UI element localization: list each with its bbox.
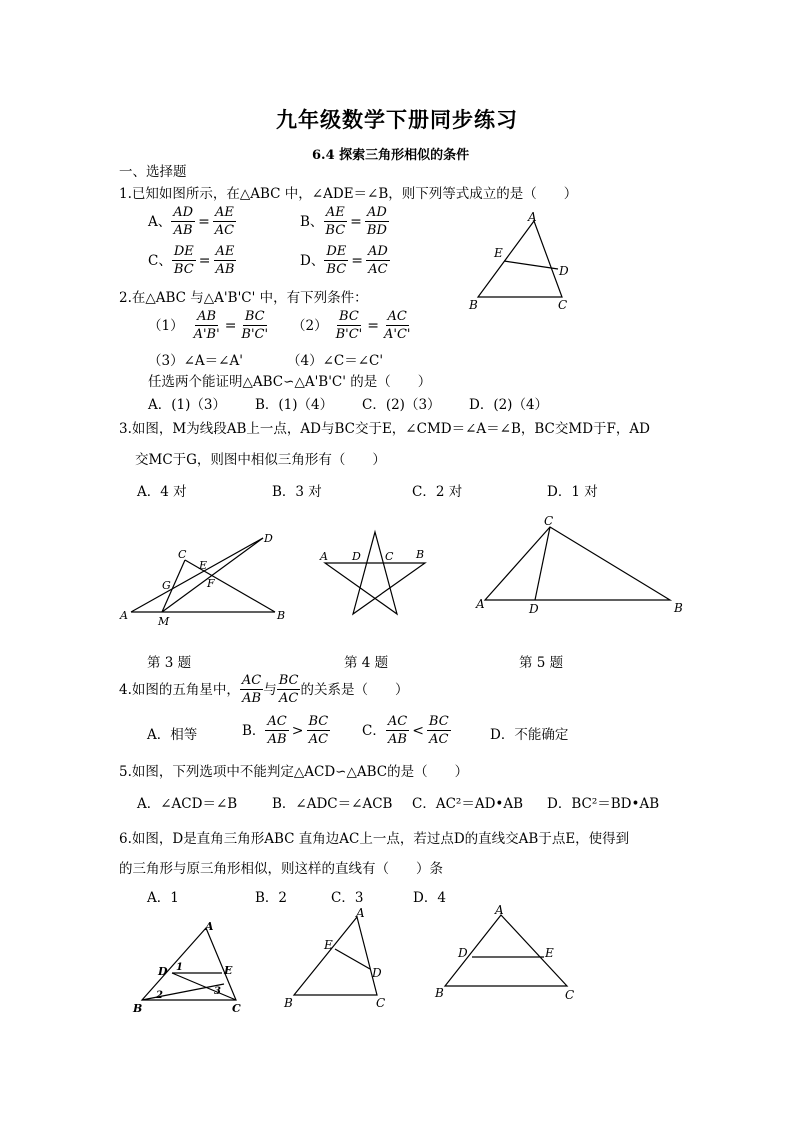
- label-c: C: [558, 298, 568, 312]
- q5-option-d: D．BC²＝BD•AB: [547, 796, 660, 812]
- label-f: F: [207, 577, 215, 590]
- equals-sign: =: [350, 213, 362, 230]
- denominator: AC: [368, 262, 388, 277]
- label-a: A: [120, 609, 128, 622]
- caption-q3: 第 3 题: [147, 655, 192, 671]
- equals-sign: =: [351, 252, 363, 269]
- q6-stem-line2: 的三角形与原三角形相似，则这样的直线有（ ）条: [119, 861, 443, 877]
- numerator: AD: [366, 205, 387, 220]
- pentagram: [325, 532, 425, 614]
- q4-option-b: [242, 714, 330, 747]
- q3-option-a: A．4 对: [137, 484, 187, 500]
- caption-q4: 第 4 题: [344, 655, 389, 671]
- q4-stem: [119, 673, 408, 706]
- q1-option-c: [148, 244, 236, 277]
- denominator: AC: [429, 732, 449, 747]
- segment-ad: [131, 538, 263, 612]
- q4-option-d: D．不能确定: [490, 727, 569, 743]
- numerator: AE: [215, 244, 235, 259]
- q2-stem: 2.在△ABC 与△A'B'C' 中，有下列条件：: [119, 290, 368, 306]
- label-e: E: [224, 964, 233, 977]
- fraction: [265, 714, 288, 747]
- condition-number: （1）: [148, 317, 184, 334]
- label-a: A: [528, 210, 537, 224]
- segment-cd: [535, 527, 550, 600]
- denominator: BD: [366, 223, 387, 238]
- fraction: [366, 244, 390, 277]
- q6-stem-line1: 6.如图，D是直角三角形ABC 直角边AC上一点，若过点D的直线交AB于点E，使得到: [119, 831, 630, 847]
- label-d: D: [372, 966, 382, 980]
- label-b: B: [435, 986, 444, 1000]
- q6-figure-middle: [280, 905, 390, 1010]
- denominator: AB: [267, 732, 287, 747]
- denominator: B'C': [335, 327, 363, 342]
- fraction: [239, 309, 270, 342]
- q1-triangle-figure: [460, 205, 580, 315]
- label-c: C: [178, 548, 187, 561]
- denominator: AB: [388, 732, 407, 747]
- fraction: [365, 205, 389, 238]
- q6-figure-right: [425, 900, 590, 1005]
- fraction: [277, 673, 301, 706]
- q2-option-a: A．(1)（3）: [148, 397, 226, 413]
- equals-sign: =: [224, 317, 237, 334]
- fraction: [240, 673, 263, 706]
- denominator: AB: [173, 223, 193, 238]
- label-b: B: [277, 609, 286, 622]
- fraction: [214, 244, 237, 277]
- q2-option-d: D．(2)（4）: [469, 397, 549, 413]
- label-e: E: [199, 559, 208, 572]
- numerator: AE: [325, 205, 345, 220]
- q5-option-b: B．∠ADC＝∠ACB: [272, 796, 393, 812]
- option-letter: C．: [362, 722, 386, 739]
- q4-option-c: [362, 714, 451, 747]
- denominator: AC: [308, 732, 329, 747]
- q1-option-a: [148, 205, 236, 238]
- page-title: 九年级数学下册同步练习: [276, 107, 518, 132]
- numerator: BC: [428, 714, 449, 729]
- label-d: D: [529, 602, 539, 616]
- page-subtitle: 6.4 探索三角形相似的条件: [312, 148, 470, 163]
- q2-condition-3: （3）∠A＝∠A': [148, 353, 243, 369]
- q6-figure-left: [128, 918, 248, 1018]
- label-c: C: [376, 996, 386, 1010]
- angle-1: 1: [176, 962, 183, 973]
- numerator: DE: [326, 244, 347, 259]
- label-b: B: [133, 1002, 143, 1015]
- equals-sign: =: [367, 317, 379, 334]
- label-d: D: [352, 550, 361, 563]
- label-a: A: [476, 597, 485, 611]
- q1-stem: 1.已知如图所示，在△ABC 中，∠ADE＝∠B，则下列等式成立的是（ ）: [119, 186, 578, 202]
- label-c: C: [232, 1002, 241, 1015]
- fraction: [324, 244, 348, 277]
- fraction: [213, 205, 236, 238]
- label-d: D: [264, 532, 273, 545]
- q4-option-a: A．相等: [147, 727, 198, 743]
- label-c: C: [544, 514, 554, 528]
- label-g: G: [162, 579, 171, 592]
- option-letter: B．: [242, 722, 266, 739]
- numerator: AC: [267, 714, 287, 729]
- equals-sign: =: [198, 252, 211, 269]
- triangle-abc: [478, 221, 562, 297]
- q3-option-d: D．1 对: [547, 484, 598, 500]
- fraction: [427, 714, 451, 747]
- option-letter: A、: [148, 213, 172, 230]
- numerator: BC: [278, 673, 299, 688]
- q2-ask: 任选两个能证明△ABC∽△A'B'C' 的是（ ）: [148, 374, 432, 390]
- label-d: D: [458, 946, 468, 960]
- label-c: C: [565, 988, 575, 1002]
- q1-option-b: [300, 205, 389, 238]
- q4-star-figure: [315, 528, 435, 623]
- section-heading: 一、选择题: [119, 164, 187, 180]
- greater-than-sign: >: [291, 722, 304, 739]
- numerator: AB: [197, 309, 217, 324]
- equals-sign: =: [198, 213, 210, 230]
- condition-number: （2）: [292, 317, 328, 334]
- fraction: [307, 714, 331, 747]
- denominator: AC: [214, 223, 235, 238]
- q3-option-b: B．3 对: [272, 484, 322, 500]
- numerator: AE: [215, 205, 234, 220]
- q2-option-b: B．(1)（4）: [255, 397, 334, 413]
- numerator: BC: [308, 714, 329, 729]
- q1-option-d: [300, 244, 390, 277]
- label-e: E: [324, 938, 333, 952]
- fraction: [171, 205, 195, 238]
- denominator: A'B': [193, 327, 220, 342]
- label-b: B: [284, 996, 293, 1010]
- label-c: C: [385, 550, 394, 563]
- numerator: BC: [244, 309, 265, 324]
- denominator: AB: [215, 262, 235, 277]
- stem-text: 4.如图的五角星中，: [119, 681, 240, 698]
- denominator: BC: [173, 262, 194, 277]
- numerator: AD: [367, 244, 388, 259]
- label-e: E: [494, 246, 503, 260]
- q2-condition-1: [148, 309, 270, 342]
- angle-2: 2: [156, 990, 163, 1001]
- stem-text: 与: [263, 681, 277, 698]
- q6-option-b: B．2: [255, 890, 288, 906]
- fraction: [382, 309, 412, 342]
- numerator: AD: [173, 205, 194, 220]
- fraction: [172, 244, 196, 277]
- label-b: B: [674, 601, 683, 615]
- q2-condition-4: （4）∠C＝∠C': [287, 353, 384, 369]
- angle-3: 3: [214, 986, 221, 997]
- denominator: A'C': [383, 327, 411, 342]
- label-b: B: [416, 548, 425, 561]
- less-than-sign: <: [412, 722, 424, 739]
- option-letter: B、: [300, 213, 324, 230]
- numerator: AC: [241, 673, 262, 688]
- denominator: AB: [242, 691, 262, 706]
- numerator: BC: [339, 309, 359, 324]
- caption-q5: 第 5 题: [519, 655, 564, 671]
- denominator: BC: [326, 262, 347, 277]
- q3-option-c: C．2 对: [412, 484, 463, 500]
- label-b: B: [469, 298, 478, 312]
- q5-triangle-figure: [470, 512, 690, 622]
- label-d: D: [158, 965, 168, 978]
- numerator: DE: [173, 244, 194, 259]
- option-letter: D、: [300, 252, 325, 269]
- fraction: [323, 205, 347, 238]
- denominator: AC: [278, 691, 299, 706]
- q5-stem: 5.如图，下列选项中不能判定△ACD∽△ABC的是（ ）: [119, 764, 469, 780]
- label-m: M: [158, 615, 170, 628]
- denominator: BC: [325, 223, 346, 238]
- label-a: A: [205, 920, 214, 933]
- fraction: [334, 309, 365, 342]
- q6-option-c: C．3: [331, 890, 364, 906]
- triangle-abc: [485, 527, 670, 600]
- label-a: A: [495, 903, 504, 917]
- q5-option-c: C．AC²＝AD•AB: [412, 796, 524, 812]
- q3-figure: [115, 530, 295, 630]
- numerator: AC: [387, 714, 408, 729]
- denominator: B'C': [241, 327, 269, 342]
- fraction: [192, 309, 222, 342]
- q3-stem-line2: 交MC于G，则图中相似三角形有（ ）: [135, 452, 386, 468]
- label-e: E: [545, 946, 554, 960]
- fraction: [386, 714, 409, 747]
- q2-option-c: C．(2)（3）: [362, 397, 441, 413]
- stem-text: 的关系是（ ）: [300, 681, 409, 698]
- option-letter: C、: [148, 252, 172, 269]
- label-d: D: [559, 264, 569, 278]
- q5-option-a: A．∠ACD＝∠B: [137, 796, 238, 812]
- q6-option-d: D．4: [413, 890, 446, 906]
- q2-condition-2: [292, 309, 412, 342]
- triangle-abc: [294, 917, 377, 995]
- q3-stem-line1: 3.如图，M为线段AB上一点，AD与BC交于E，∠CMD＝∠A＝∠B，BC交MD于F，AD: [119, 421, 650, 437]
- q6-option-a: A．1: [147, 890, 179, 906]
- numerator: AC: [387, 309, 407, 324]
- label-a: A: [320, 550, 328, 563]
- label-a: A: [356, 906, 365, 920]
- segment-ed: [335, 949, 370, 969]
